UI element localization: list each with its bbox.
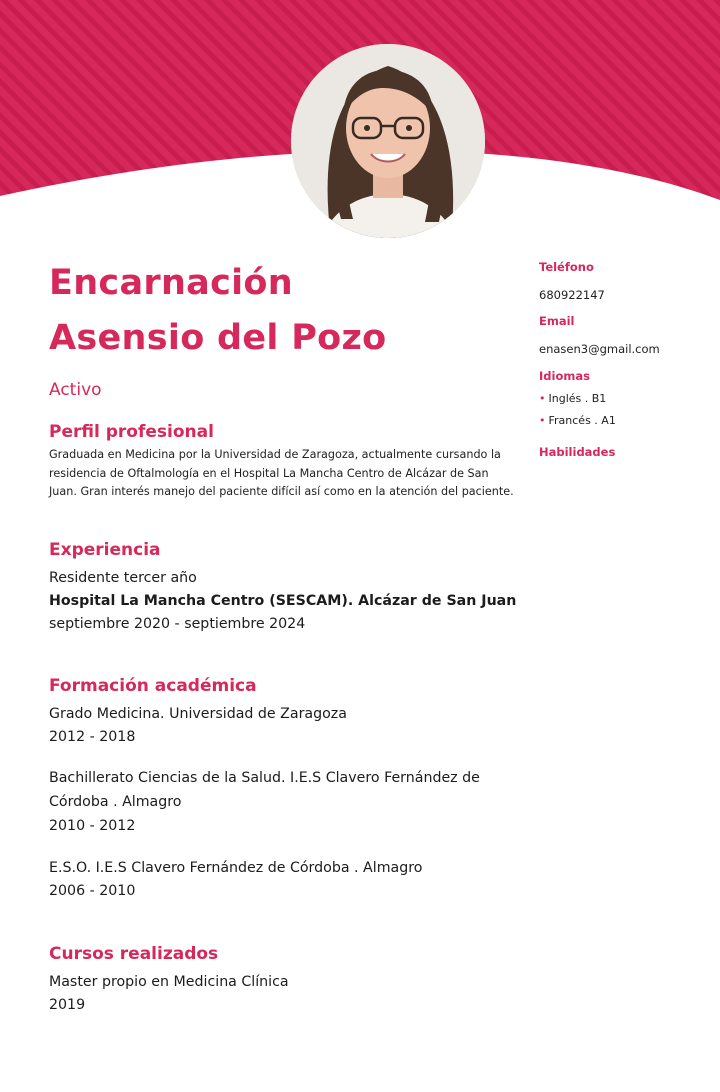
education-degree-1: Grado Medicina. Universidad de Zaragoza <box>49 706 347 722</box>
courses-section-title: Cursos realizados <box>49 944 219 964</box>
skills-label: Habilidades <box>539 445 616 459</box>
education-section-title: Formación académica <box>49 676 257 696</box>
course-name: Master propio en Medicina Clínica <box>49 974 289 990</box>
education-degree-2: Bachillerato Ciencias de la Salud. I.E.S Clavero Fernández de Córdoba . Almagro <box>49 770 480 810</box>
experience-section-title: Experiencia <box>49 540 161 560</box>
profile-section-title: Perfil profesional <box>49 422 214 442</box>
language-text: Inglés . B1 <box>548 392 607 405</box>
language-item-english <box>539 391 606 407</box>
email-value: enasen3@gmail.com <box>539 342 660 356</box>
profile-photo <box>291 44 485 238</box>
languages-label: Idiomas <box>539 369 590 383</box>
language-item-french <box>539 413 616 429</box>
email-label: Email <box>539 314 575 328</box>
education-degree-3: E.S.O. I.E.S Clavero Fernández de Córdoba . Almagro <box>49 860 423 876</box>
experience-place: Hospital La Mancha Centro (SESCAM). Alcázar de San Juan <box>49 593 517 609</box>
first-name: Encarnación <box>49 263 293 303</box>
experience-dates: septiembre 2020 - septiembre 2024 <box>49 616 306 632</box>
bullet-icon: • <box>539 392 546 405</box>
language-text: Francés . A1 <box>548 414 616 427</box>
status-label: Activo <box>49 380 102 400</box>
phone-value: 680922147 <box>539 288 605 302</box>
portrait-image <box>291 44 485 238</box>
full-name <box>49 256 519 366</box>
bullet-icon: • <box>539 414 546 427</box>
phone-label: Teléfono <box>539 260 594 274</box>
experience-role: Residente tercer año <box>49 570 197 586</box>
education-dates-1: 2012 - 2018 <box>49 729 136 745</box>
course-year: 2019 <box>49 997 86 1013</box>
last-name: Asensio del Pozo <box>49 318 387 358</box>
education-dates-3: 2006 - 2010 <box>49 883 136 899</box>
profile-text: Graduada en Medicina por la Universidad de Zaragoza, actualmente cursando la residencia de Oftalmología en el Hospital La Mancha Centro de Alcázar de San Juan. Gran interés manejo del paciente difícil así como en la atención del paciente. <box>49 448 514 498</box>
education-dates-2: 2010 - 2012 <box>49 818 136 834</box>
